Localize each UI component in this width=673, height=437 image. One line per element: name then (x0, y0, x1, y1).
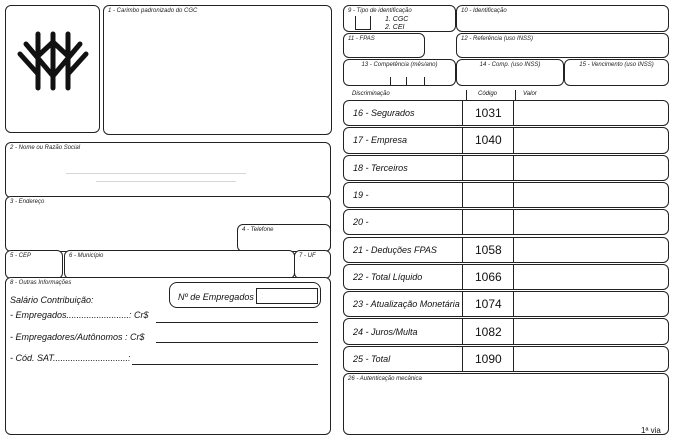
row-label: 23 - Atualização Monetária (353, 299, 460, 310)
employees-count-label: Nº de Empregados (178, 292, 254, 302)
employers-value-line[interactable] (156, 342, 318, 343)
copy-label: 1ª via (641, 426, 661, 435)
code-cell (462, 156, 514, 180)
row-code: 1090 (475, 351, 502, 366)
code-cell (462, 238, 514, 262)
uf-box[interactable] (294, 250, 331, 279)
id-type-option-cgc: 1. CGC (385, 16, 409, 23)
row-code: 1074 (475, 297, 502, 312)
code-cell (462, 265, 514, 289)
table-row (343, 182, 669, 208)
code-cell (462, 319, 514, 343)
comp-inss-label: 14 - Comp. (uso INSS) (479, 62, 541, 68)
cep-box[interactable] (5, 250, 63, 279)
id-type-box[interactable] (343, 5, 456, 32)
table-row (343, 155, 669, 181)
code-cell (462, 101, 514, 125)
table-row (343, 318, 669, 344)
col-code-header: Código (478, 91, 498, 97)
employees-count-input[interactable] (256, 288, 318, 304)
competence-box[interactable] (343, 59, 456, 86)
logo-box (5, 5, 100, 133)
employees-value-line[interactable] (156, 322, 318, 323)
value-cell[interactable] (513, 319, 668, 343)
identification-box[interactable] (456, 5, 669, 32)
sat-line-label: - Cód. SAT..............................: (10, 353, 131, 363)
city-label: 6 - Município (69, 253, 104, 259)
value-cell[interactable] (513, 210, 668, 234)
id-type-label: 9 - Tipo de identificação (348, 8, 412, 14)
value-cell[interactable] (513, 156, 668, 180)
due-date-label: 15 - Vencimento (uso INSS) (579, 62, 654, 68)
salary-contribution-label: Salário Contribuição: (10, 295, 94, 305)
due-date-box (564, 59, 669, 86)
code-cell (462, 292, 514, 316)
address-label: 3 - Endereço (10, 199, 45, 205)
other-info-box (5, 277, 331, 435)
code-cell (462, 128, 514, 152)
fpas-label: 11 - FPAS (348, 36, 375, 42)
company-name-box[interactable] (5, 142, 331, 198)
row-code: 1058 (475, 242, 502, 257)
row-code: 1031 (475, 106, 502, 121)
code-cell (462, 347, 514, 371)
code-cell (462, 183, 514, 207)
value-cell[interactable] (513, 183, 668, 207)
identification-label: 10 - Identificação (461, 8, 507, 14)
phone-label: 4 - Telefone (242, 227, 274, 233)
row-code: 1066 (475, 269, 502, 284)
table-row (343, 209, 669, 235)
phone-box[interactable] (237, 224, 331, 252)
id-type-checkbox[interactable] (355, 16, 371, 30)
value-cell[interactable] (513, 128, 668, 152)
table-row (343, 291, 669, 317)
row-label: 19 - (353, 190, 369, 201)
row-code: 1082 (475, 324, 502, 339)
row-label: 22 - Total Líquido (353, 271, 423, 282)
value-cell[interactable] (513, 238, 668, 262)
value-cell[interactable] (513, 292, 668, 316)
table-row (343, 346, 669, 372)
table-row (343, 264, 669, 290)
col-discrimination-header: Discriminação (352, 91, 390, 97)
row-label: 24 - Juros/Multa (353, 326, 418, 337)
col-value-header: Valor (523, 91, 537, 97)
reference-label: 12 - Referência (uso INSS) (461, 36, 534, 42)
cgc-stamp-box (103, 5, 332, 135)
cgc-stamp-label: 1 - Carimbo padronizado do CGC (108, 8, 198, 14)
row-label: 20 - (353, 217, 369, 228)
value-cell[interactable] (513, 101, 668, 125)
city-box[interactable] (64, 250, 295, 279)
employees-line-label: - Empregados.........................: Cr$ (10, 310, 149, 320)
table-row (343, 237, 669, 263)
inss-logo-icon (6, 6, 101, 134)
value-cell[interactable] (513, 265, 668, 289)
value-cell[interactable] (513, 347, 668, 371)
row-label: 21 - Deduções FPAS (353, 244, 437, 255)
employers-line-label: - Empregadores/Autônomos : Cr$ (10, 332, 145, 342)
reference-box (456, 33, 669, 58)
fpas-box[interactable] (343, 33, 425, 58)
table-row (343, 100, 669, 126)
cep-label: 5 - CEP (10, 253, 32, 259)
uf-label: 7 - UF (299, 253, 316, 259)
row-label: 17 - Empresa (353, 135, 408, 146)
mechanical-auth-box (343, 373, 669, 435)
company-name-label: 2 - Nome ou Razão Social (10, 145, 81, 151)
competence-label: 13 - Competência (mês/ano) (361, 62, 438, 68)
comp-inss-box (456, 59, 564, 86)
row-code: 1040 (475, 133, 502, 148)
row-label: 18 - Terceiros (353, 162, 408, 173)
code-cell (462, 210, 514, 234)
mechanical-auth-label: 26 - Autenticação mecânica (348, 376, 422, 382)
row-label: 16 - Segurados (353, 108, 415, 119)
other-info-label: 8 - Outras Informações (10, 280, 72, 286)
table-row (343, 127, 669, 153)
id-type-option-cei: 2. CEI (385, 24, 405, 31)
row-label: 25 - Total (353, 353, 391, 364)
employees-count-box (169, 282, 321, 308)
sat-value-line[interactable] (132, 364, 318, 365)
